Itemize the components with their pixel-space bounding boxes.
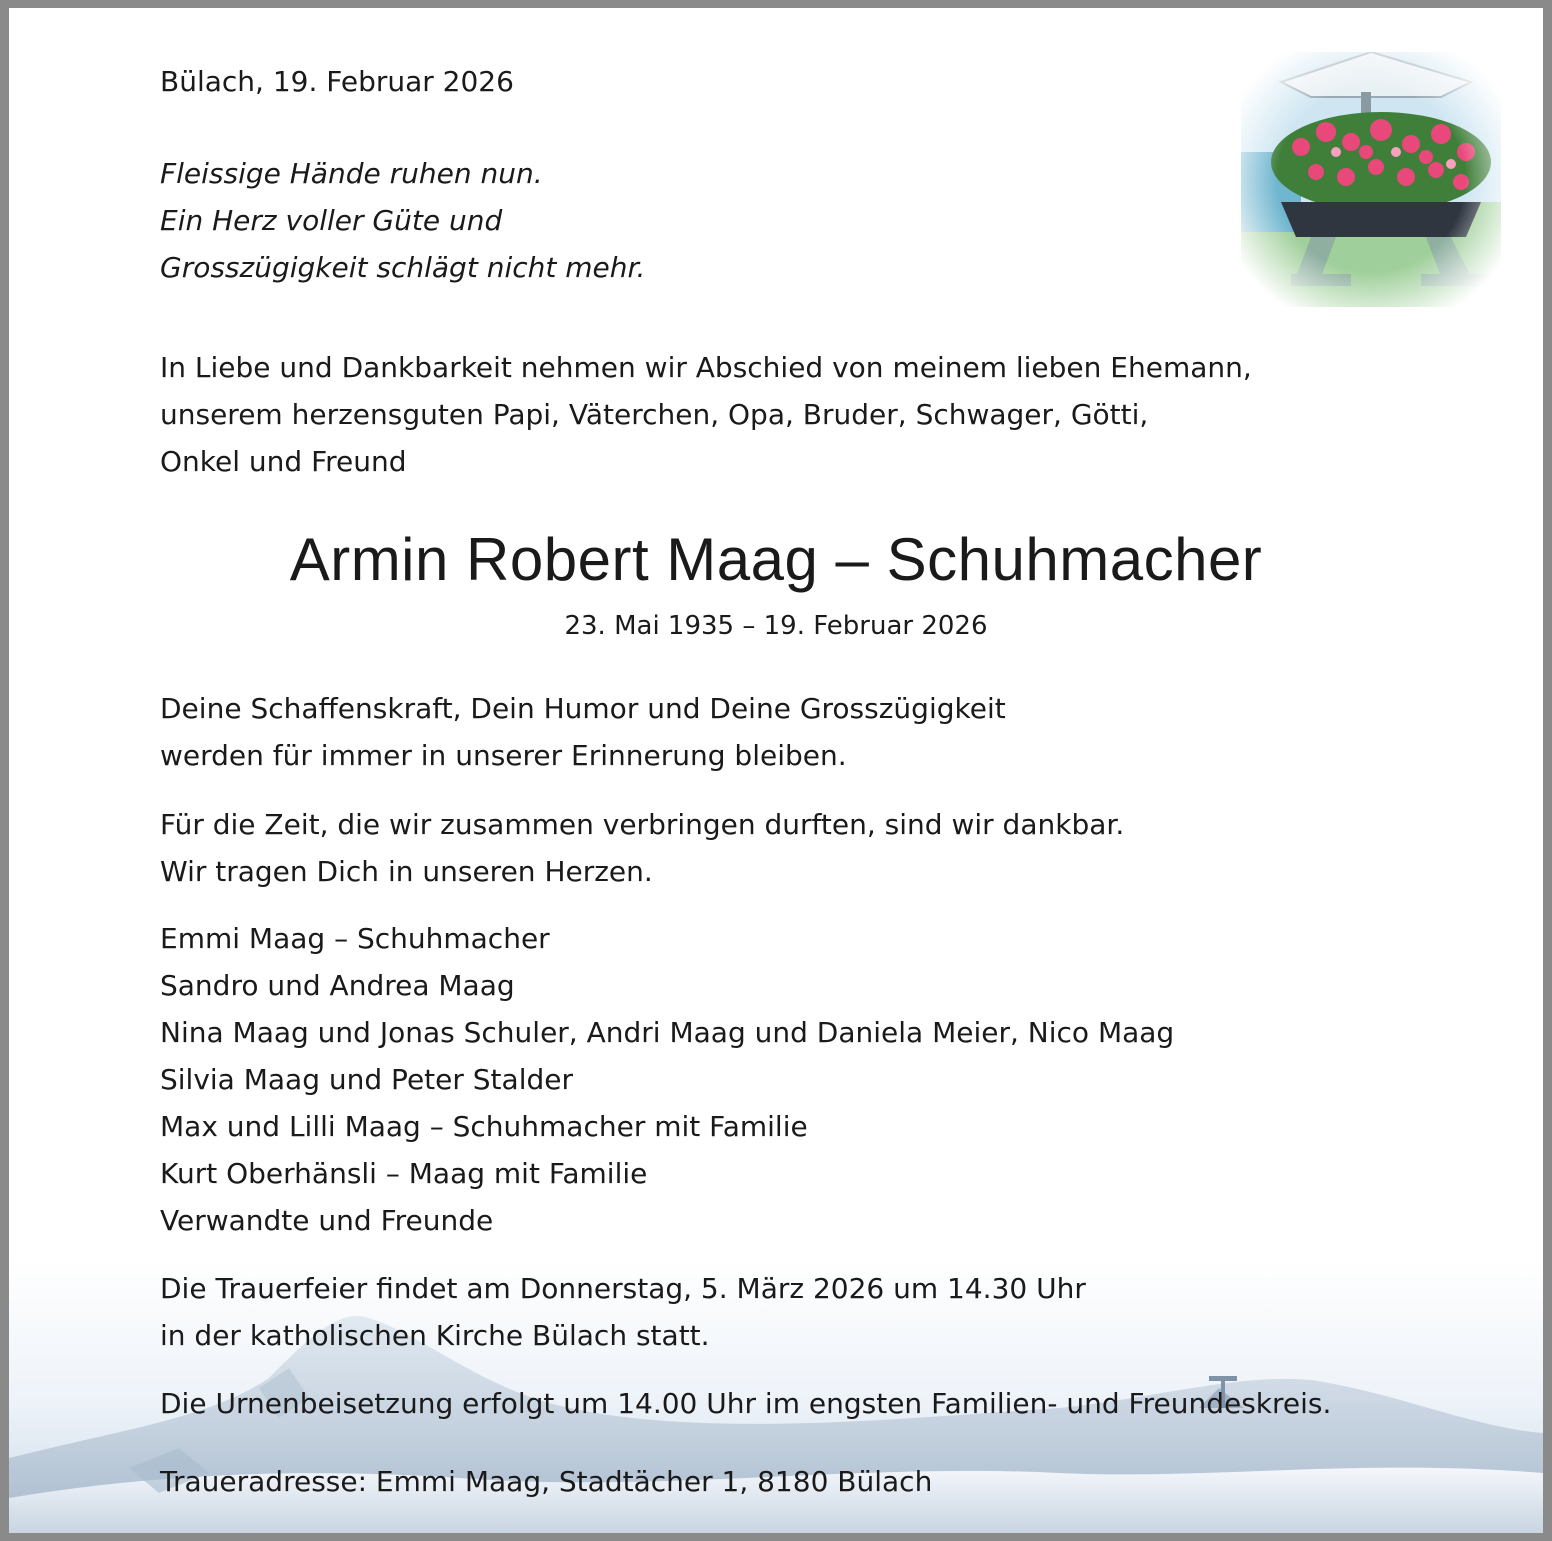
deceased-name: Armin Robert Maag – Schuhmacher (289, 526, 1263, 593)
tribute-paragraph-1 (160, 685, 1006, 779)
intro-text (160, 344, 1252, 485)
poem-line: Ein Herz voller Güte und (160, 204, 503, 237)
tribute-line: Deine Schaffenskraft, Dein Humor und Deine Grosszügigkeit (160, 692, 1006, 725)
service-info (160, 1265, 1086, 1359)
life-dates: 23. Mai 1935 – 19. Februar 2026 (564, 611, 988, 641)
service-line: in der katholischen Kirche Bülach statt. (160, 1319, 710, 1352)
poem (160, 150, 645, 291)
tribute-line: werden für immer in unserer Erinnerung bleiben. (160, 739, 847, 772)
mourner-line: Emmi Maag – Schuhmacher (160, 922, 550, 955)
mourners-list (160, 915, 1174, 1244)
flower-planter-photo (1241, 52, 1501, 307)
poem-line: Fleissige Hände ruhen nun. (160, 157, 543, 190)
tribute-line: Wir tragen Dich in unseren Herzen. (160, 855, 653, 888)
intro-line: unserem herzensguten Papi, Väterchen, Opa, Bruder, Schwager, Götti, (160, 398, 1149, 431)
intro-line: In Liebe und Dankbarkeit nehmen wir Abschied von meinem lieben Ehemann, (160, 351, 1252, 384)
mourner-line: Silvia Maag und Peter Stalder (160, 1063, 573, 1096)
poem-line: Grosszügigkeit schlägt nicht mehr. (160, 251, 646, 284)
mourner-line: Kurt Oberhänsli – Maag mit Familie (160, 1157, 648, 1190)
burial-info: Die Urnenbeisetzung erfolgt um 14.00 Uhr im engsten Familien- und Freundeskreis. (160, 1387, 1332, 1420)
mourner-line: Verwandte und Freunde (160, 1204, 494, 1237)
intro-line: Onkel und Freund (160, 445, 407, 478)
service-line: Die Trauerfeier findet am Donnerstag, 5. März 2026 um 14.30 Uhr (160, 1272, 1086, 1305)
mourner-line: Sandro und Andrea Maag (160, 969, 515, 1002)
tribute-paragraph-2 (160, 801, 1124, 895)
mourner-line: Max und Lilli Maag – Schuhmacher mit Familie (160, 1110, 808, 1143)
place-date: Bülach, 19. Februar 2026 (160, 65, 514, 98)
mourning-address: Traueradresse: Emmi Maag, Stadtächer 1, 8180 Bülach (160, 1465, 933, 1498)
tribute-line: Für die Zeit, die wir zusammen verbringen durften, sind wir dankbar. (160, 808, 1125, 841)
mourner-line: Nina Maag und Jonas Schuler, Andri Maag und Daniela Meier, Nico Maag (160, 1016, 1175, 1049)
